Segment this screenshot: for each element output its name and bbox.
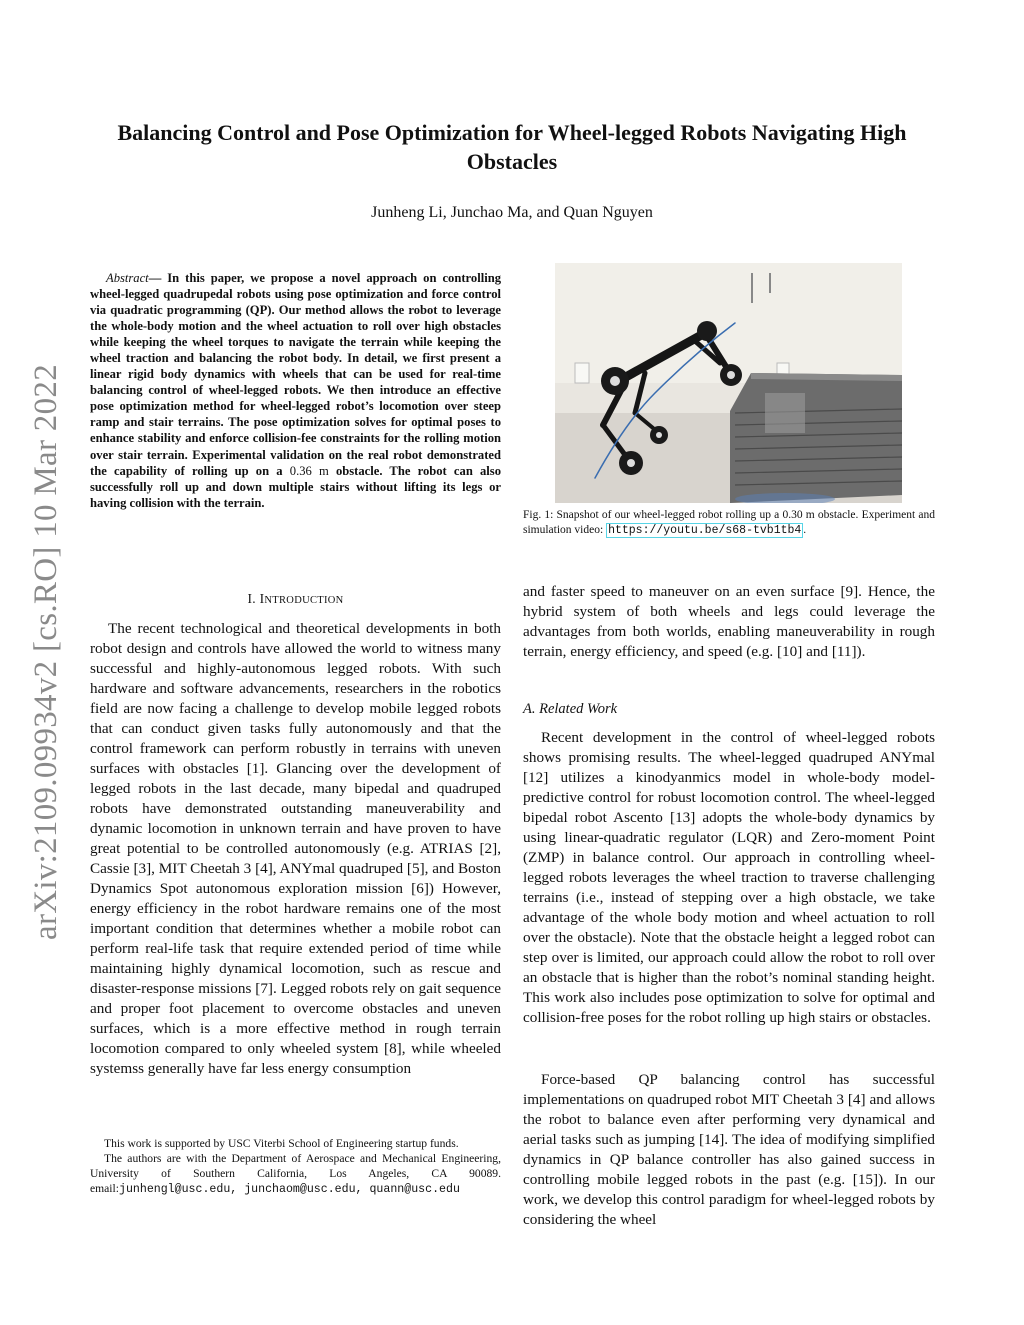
abstract [90,270,501,511]
affiliation-text: The authors are with the Department of Aerospace and Mechanical Engineering, University of Southern California, Los Angeles, CA 90089. [90,1152,501,1180]
abstract-math: 0.36 m [289,463,329,478]
email-label: email: [90,1182,119,1195]
right-column-paragraph-1: and faster speed to maneuver on an even surface [9]. Hence, the hybrid system of both wheels and legs could leverage the advantages from both worlds, enabling maneuverability in rough terrain, energy efficiency, and speed (e.g. [10] and [11]). [523,583,935,660]
footnotes [90,1136,501,1197]
stair-obstacle [730,373,902,503]
caption-end: . [803,524,807,536]
related-work-paragraph: Recent development in the control of wheel-legged robots shows promising results. The wheel-legged quadruped ANYmal [12] utilizes a kinodyanmics model in whole-body model-predictive control for robust locomotion control. The wheel-legged bipedal robot Ascento [13] adopts the whole-body dynamics by using linear-quadratic regulator (LQR) and Zero-moment Point (ZMP) in balance control. Our approach in controlling wheel-legged robots leverages the wheel traction to traverse challenging terrains (i.e., instead of stepping over a high obstacle, we take advantage of the whole body motion and wheel actuation to roll over the obstacle). Note that the obstacle height a legged robot can step over is limited, our approach could allow the robot to roll over an obstacle that is higher than the robot’s nominal standing height. This work also includes pose optimization to solve for optimal and collision-free poses for the robot rolling up high stairs or obstacles. [523,729,935,1026]
figure-1-caption [523,508,935,538]
abstract-dash: — [148,271,168,285]
section-heading-introduction [90,591,501,607]
affiliation-footnote [90,1151,501,1197]
caption-text-mid: obstacle. Experiment and simulation video: [523,509,936,536]
figure-1-robot-photo [555,263,902,503]
abstract-label: Abstract [106,271,149,285]
heading-smallcaps: NTRODUCTION [264,595,344,606]
introduction-paragraph: The recent technological and theoretical developments in both robot design and controls have allowed the world to witness many successful and highly-autonomous legged robots. With such hardware and software advancements, researchers in the robotics field are now facing a challenge to develop mobile legged robots that can conduct given tasks fully autonomously and that the control framework can perform robustly in terrains with uneven surfaces with obstacles [1]. Glancing over the development of legged robots in the last decade, many bipedal and quadruped robots have demonstrated outstanding maneuverability and dynamic locomotion in unknown terrain and have proven to have great potential to be controlled autonomously (e.g. ATRIAS [2], Cassie [3], MIT Cheetah 3 [4], ANYmal quadruped [5], and Boston Dynamics Spot autonomous exploration mission [6]) However, energy efficiency in the robot hardware remains one of the most important condition that determines whether a mobile robot can perform real-life task that require extended period of time while maintaining highly dynamical locomotion, such as rescue and disaster-response missions [7]. Legged robots rely on gait sequence and proper foot placement to overcome obstacles and uneven surfaces, which is a more effective method in rough terrain locomotion compared to only wheeled system [8], while wheeled systemss generally have far less energy consumption [90,620,501,1077]
paper-title: Balancing Control and Pose Optimization for Wheel-legged Robots Navigating High Obstacles [117,120,907,174]
caption-text: Fig. 1: Snapshot of our wheel-legged robot rolling up a [523,509,783,521]
subsection-heading-related-work: A. Related Work [523,701,618,717]
video-link[interactable]: https://youtu.be/s68-tvb1tb4 [608,524,802,537]
caption-math: 0.30 m [782,509,815,521]
author-list: Junheng Li, Junchao Ma, and Quan Nguyen [371,204,653,221]
abstract-text: In this paper, we propose a novel approach on controlling wheel-legged quadrupedal robots using pose optimization and force control via quadratic programming (QP). Our method allows the robot to leverage the whole-body motion and the wheel actuation to roll over high obstacles while keeping the wheel torques to navigate the terrain while keeping the wheel traction and balancing the robot body. In detail, we first present a linear rigid body dynamics with wheels that can be used for real-time balancing control of wheel-legged robots. We then introduce an effective pose optimization method for wheel-legged robot’s locomotion over steep ramp and stair terrains. The pose optimization solves for optimal poses to enhance stability and enforce collision-fee constraints for the rolling motion over stair terrain. Experimental validation on the real robot demonstrated the capability of rolling up on a [90,271,501,478]
abstract-text-end: obstacle. The robot can also successfully roll up and down multiple stairs without lifting its legs or having collision with the terrain. [90,463,501,510]
author-emails: junhengl@usc.edu, junchaom@usc.edu, quann@usc.edu [118,1183,460,1196]
qp-balancing-paragraph: Force-based QP balancing control has successful implementations on quadruped robot MIT Cheetah 3 [4] and allows the robot to balance even after performing very dynamical and aerial tasks such as jumping [14]. The idea of modifying simplified dynamics in QP balance controller has also gained success in controlling mobile legged robots in the past (e.g. [15]). In our work, we develop this control paradigm for wheel-legged robots by considering the wheel [523,1071,935,1228]
section-number: I. [247,591,260,606]
arxiv-identifier-stamp: arXiv:2109.09934v2 [cs.RO] 10 Mar 2022 [28,364,64,940]
funding-footnote: This work is supported by USC Viterbi School of Engineering startup funds. [104,1137,459,1150]
heading-initial: I [259,591,265,606]
